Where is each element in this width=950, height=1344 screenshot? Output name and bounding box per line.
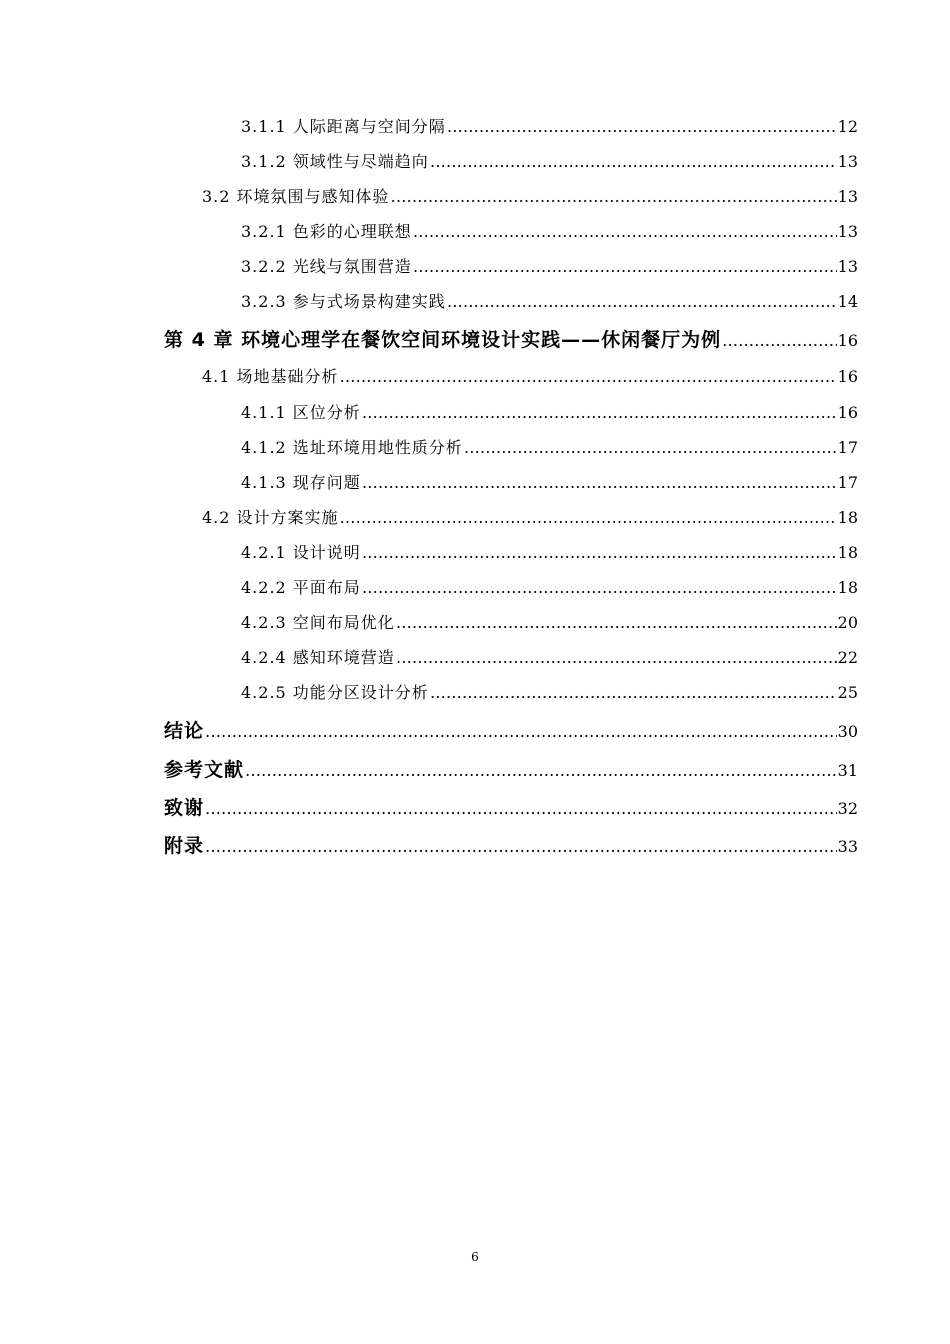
toc-entry-page: 18 [837,508,858,527]
toc-entry-title: 3.2 环境氛围与感知体验 [202,187,390,206]
toc-entry-chapter-4[interactable] [164,325,858,349]
toc-entry-references[interactable] [164,755,858,779]
toc-leader-dots [430,152,837,171]
toc-entry-4-1-3[interactable] [241,470,858,494]
toc-entry-4-1[interactable] [202,364,858,388]
toc-entry-page: 13 [837,257,858,276]
toc-leader-dots [391,187,837,206]
toc-entry-page: 22 [837,648,858,667]
toc-leader-dots [205,837,837,856]
toc-entry-page: 13 [837,222,858,241]
toc-entry-page: 25 [837,683,858,702]
toc-entry-4-1-1[interactable] [241,400,858,424]
toc-entry-title: 3.2.2 光线与氛围营造 [241,257,412,276]
toc-leader-dots [430,683,837,702]
toc-leader-dots [464,438,837,457]
toc-entry-title: 结论 [164,720,205,742]
toc-leader-dots [362,403,837,422]
toc-leader-dots [362,543,837,562]
toc-leader-dots [245,761,837,780]
toc-entry-title: 4.1.1 区位分析 [241,403,361,422]
toc-entry-title: 3.1.2 领域性与尽端趋向 [241,152,429,171]
toc-entry-3-2-1[interactable] [241,219,858,243]
toc-entry-page: 16 [837,367,858,386]
toc-entry-3-2-2[interactable] [241,254,858,278]
toc-entry-title: 3.2.3 参与式场景构建实践 [241,292,446,311]
toc-leader-dots [205,799,837,818]
toc-entry-page: 16 [837,331,858,350]
toc-entry-page: 14 [837,292,858,311]
toc-entry-page: 13 [837,187,858,206]
toc-entry-3-1-2[interactable] [241,149,858,173]
toc-entry-title: 4.2 设计方案实施 [202,508,339,527]
toc-entry-title: 参考文献 [164,759,245,781]
toc-entry-title: 4.2.5 功能分区设计分析 [241,683,429,702]
toc-entry-page: 31 [837,761,858,780]
toc-entry-conclusion[interactable] [164,716,858,740]
page-number: 6 [471,1250,479,1264]
toc-entry-title: 附录 [164,835,205,857]
toc-entry-4-2-4[interactable] [241,645,858,669]
toc-entry-page: 33 [837,837,858,856]
toc-entry-page: 17 [837,438,858,457]
toc-entry-title: 致谢 [164,797,205,819]
toc-entry-title: 4.1.3 现存问题 [241,473,361,492]
toc-entry-4-2-2[interactable] [241,575,858,599]
toc-leader-dots [396,648,837,667]
toc-entry-page: 18 [837,543,858,562]
toc-entry-page: 12 [837,117,858,136]
toc-entry-title: 4.1 场地基础分析 [202,367,339,386]
toc-entry-page: 17 [837,473,858,492]
toc-entry-page: 20 [837,613,858,632]
toc-entry-title: 4.2.3 空间布局优化 [241,613,395,632]
toc-leader-dots [396,613,837,632]
toc-entry-page: 32 [837,799,858,818]
toc-entry-title: 3.2.1 色彩的心理联想 [241,222,412,241]
toc-leader-dots [340,367,837,386]
toc-entry-4-1-2[interactable] [241,435,858,459]
toc-leader-dots [447,117,837,136]
toc-entry-title: 4.2.4 感知环境营造 [241,648,395,667]
toc-leader-dots [205,722,837,741]
toc-leader-dots [362,578,837,597]
toc-entry-page: 16 [837,403,858,422]
toc-entry-4-2[interactable] [202,505,858,529]
toc-leader-dots [362,473,837,492]
toc-entry-page: 13 [837,152,858,171]
toc-leader-dots [413,222,837,241]
toc-leader-dots [447,292,837,311]
toc-entry-appendix[interactable] [164,831,858,855]
toc-entry-title: 4.1.2 选址环境用地性质分析 [241,438,463,457]
toc-leader-dots [722,331,837,350]
toc-leader-dots [340,508,837,527]
toc-entry-3-1-1[interactable] [241,114,858,138]
toc-entry-3-2[interactable] [202,184,858,208]
toc-entry-title: 4.2.1 设计说明 [241,543,361,562]
toc-entry-4-2-5[interactable] [241,680,858,704]
toc-entry-page: 30 [837,722,858,741]
toc-entry-title: 第 4 章 环境心理学在餐饮空间环境设计实践——休闲餐厅为例 [164,329,722,351]
toc-entry-4-2-3[interactable] [241,610,858,634]
toc-entry-4-2-1[interactable] [241,540,858,564]
toc-leader-dots [413,257,837,276]
toc-entry-3-2-3[interactable] [241,289,858,313]
toc-entry-acknowledgements[interactable] [164,793,858,817]
toc-entry-page: 18 [837,578,858,597]
toc-entry-title: 4.2.2 平面布局 [241,578,361,597]
toc-entry-title: 3.1.1 人际距离与空间分隔 [241,117,446,136]
